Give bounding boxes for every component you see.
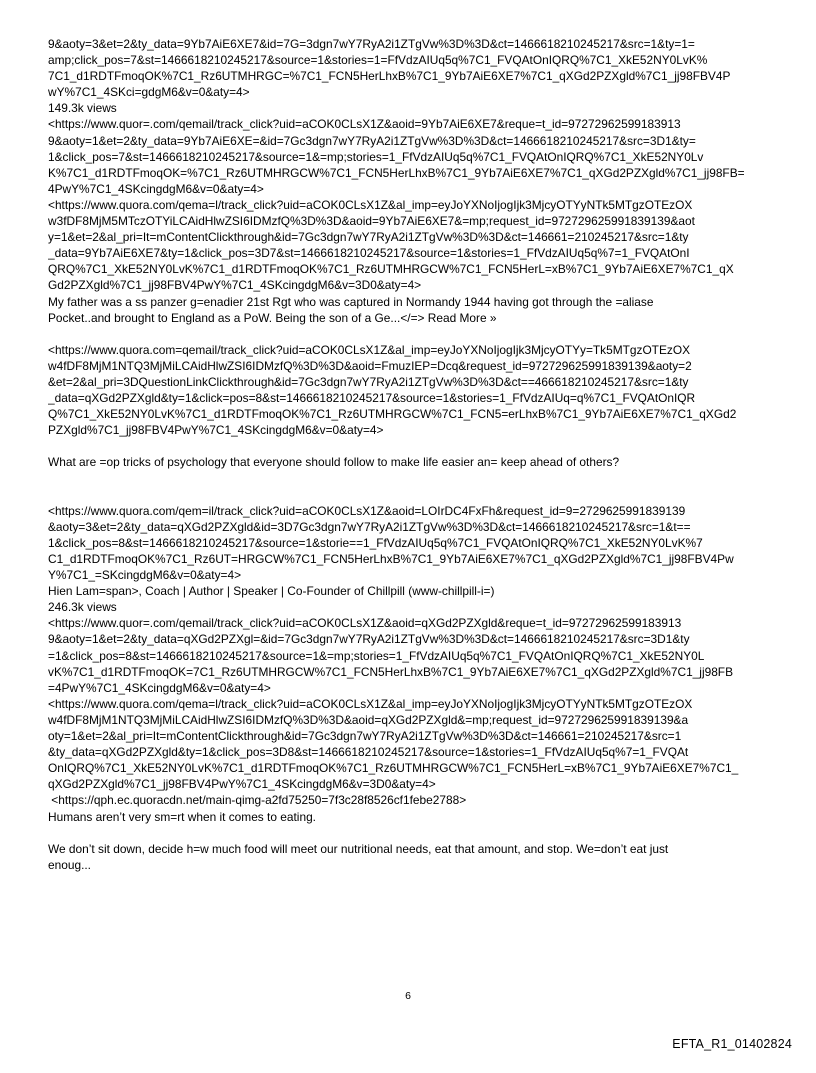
text-line: Hien Lam=span>, Coach | Author | Speaker | Co-Founder of Chillpill (www-chillpill-i=) — [48, 584, 495, 599]
text-line: oty=1&et=2&al_pri=It=mContentClickthrough&id=7Gc3dgn7wY7RyA2i1ZTgVw%3D%3D&ct=146661=210245217&src=1 — [48, 729, 682, 744]
email-body-text — [48, 36, 778, 873]
text-line: What are =op tricks of psychology that everyone should follow to make life easier an= keep ahead of others? — [48, 455, 620, 470]
blank-line — [48, 326, 778, 342]
text-line: qXGd2PZXgld%7C1_jj98FBV4PwY%7C1_4SKcingdgM6&v=3D0&aty=4> — [48, 777, 436, 792]
text-line: OnIQRQ%7C1_XkE52NY0LvK%7C1_d1RDTFmoqOK%7C1_Rz6UTMHRGCW%7C1_FCN5HerL=xB%7C1_9Yb7AiE6XE7%7C1_ — [48, 761, 739, 776]
text-line: wY%7C1_4SKci=gdgM6&v=0&aty=4> — [48, 85, 250, 100]
text-line: Pocket..and brought to England as a PoW. Being the son of a Ge...</=> Read More » — [48, 310, 497, 325]
text-line: 149.3k views — [48, 101, 117, 116]
text-line: <https://www.quora.com/qema=l/track_click?uid=aCOK0CLsX1Z&al_imp=eyJoYXNoIjogIjk3MjcyOTYyNTk5MTgzOTEzOX — [48, 197, 693, 212]
text-line: <https://www.quor=.com/qemail/track_click?uid=aCOK0CLsX1Z&aoid=9Yb7AiE6XE7&reque=t_id=97272962599183913 — [48, 117, 681, 132]
text-line: C1_d1RDTFmoqOK%7C1_Rz6UT=HRGCW%7C1_FCN5HerLhxB%7C1_9Yb7AiE6XE7%7C1_qXGd2PZXgld%7C1_jj98FBV4Pw — [48, 552, 734, 566]
text-line: amp;click_pos=7&st=1466618210245217&source=1&stories=1=FfVdzAIUq5q%7C1_FVQAtOnIQRQ%7C1_XkE52NY0LvK% — [48, 53, 708, 68]
text-line: w4fDF8MjM1NTQ3MjMiLCAidHlwZSI6IDMzfQ%3D%3D&aoid=qXGd2PZXgld&=mp;request_id=972729625991839139&a — [48, 712, 689, 727]
text-line: <https://www.quora.com/qema=l/track_click?uid=aCOK0CLsX1Z&al_imp=eyJoYXNoIjogIjk3MjcyOTYyNTk5MTgzOTEzOX — [48, 696, 693, 711]
text-line: _data=9Yb7AiE6XE7&ty=1&click_pos=3D7&st=1466618210245217&source=1&stories=1_FfVdzAIUq5q%7=1_FVQAtOnI — [48, 246, 690, 261]
text-line: &ty_data=qXGd2PZXgld&ty=1&click_pos=3D8&st=1466618210245217&source=1&stories=1_FfVdzAIUq5q%7=1_FVQAt — [48, 745, 689, 760]
text-line: w4fDF8MjM1NTQ3MjMiLCAidHlwZSI6IDMzfQ%3D%3D&aoid=FmuzIEP=Dcq&request_id=972729625991839139&aoty=2 — [48, 358, 692, 373]
text-line: 4PwY%7C1_4SKcingdgM6&v=0&aty=4> — [48, 181, 264, 196]
text-line: w3fDF8MjM5MTczOTYiLCAidHlwZSI6IDMzfQ%3D%3D&aoid=9Yb7AiE6XE7&=mp;request_id=972729625991839139&aot — [48, 214, 695, 229]
text-line: <https://www.quora.com/qem=il/track_click?uid=aCOK0CLsX1Z&aoid=LOIrDC4FxFh&request_id=9=2729625991839139 — [48, 503, 686, 518]
blank-line — [48, 825, 778, 841]
text-line: PZXgld%7C1_jj98FBV4PwY%7C1_4SKcingdgM6&v=0&aty=4> — [48, 423, 384, 438]
text-line: We don’t sit down, decide h=w much food will meet our nutritional needs, eat that amount, and stop. We=don’t eat just — [48, 841, 669, 856]
text-line: 9&aoty=3&et=2&ty_data=9Yb7AiE6XE7&id=7G=3dgn7wY7RyA2i1ZTgVw%3D%3D&ct=1466618210245217&src=1&ty=1= — [48, 37, 695, 51]
text-line: =1&click_pos=8&st=1466618210245217&source=1&=mp;stories=1_FfVdzAIUq5q%7C1_FVQAtOnIQRQ%7C1_XkE52NY0L — [48, 648, 705, 663]
text-line: &aoty=3&et=2&ty_data=qXGd2PZXgld&id=3D7Gc3dgn7wY7RyA2i1ZTgVw%3D%3D&ct=1466618210245217&src=1&t== — [48, 519, 691, 534]
text-line: 1&click_pos=7&st=1466618210245217&source=1&=mp;stories=1_FfVdzAIUq5q%7C1_FVQAtOnIQRQ%7C1_XkE52NY0Lv — [48, 149, 704, 164]
blank-line — [48, 487, 778, 503]
blank-line — [48, 471, 778, 487]
document-id-footer: EFTA_R1_01402824 — [672, 1037, 792, 1051]
text-line: 9&aoty=1&et=2&ty_data=9Yb7AiE6XE=&id=7Gc3dgn7wY7RyA2i1ZTgVw%3D%3D&ct=1466618210245217&src=3D1&ty= — [48, 133, 696, 148]
text-line: <https://www.quor=.com/qemail/track_click?uid=aCOK0CLsX1Z&aoid=qXGd2PZXgld&reque=t_id=97272962599183913 — [48, 616, 682, 631]
page-number: 6 — [405, 990, 411, 1002]
text-line: <https://qph.ec.quoracdn.net/main-qimg-a2fd75250=7f3c28f8526cf1febe2788> — [48, 793, 467, 808]
text-line: K%7C1_d1RDTFmoqOK=%7C1_Rz6UTMHRGCW%7C1_FCN5HerLhxB%7C1_9Yb7AiE6XE7%7C1_qXGd2PZXgld%7C1_jj98FB= — [48, 165, 745, 180]
text-line: enoug... — [48, 857, 91, 872]
text-line: QRQ%7C1_XkE52NY0LvK%7C1_d1RDTFmoqOK%7C1_Rz6UTMHRGCW%7C1_FCN5HerL=xB%7C1_9Yb7AiE6XE7%7C1_qX — [48, 262, 734, 277]
text-line: Gd2PZXgld%7C1_jj98FBV4PwY%7C1_4SKcingdgM6&v=3D0&aty=4> — [48, 278, 422, 293]
text-line: 9&aoty=1&et=2&ty_data=qXGd2PZXgl=&id=7Gc3dgn7wY7RyA2i1ZTgVw%3D%3D&ct=1466618210245217&src=3D1&ty — [48, 632, 690, 647]
text-line: 246.3k views — [48, 600, 117, 615]
text-line: _data=qXGd2PZXgld&ty=1&click=pos=8&st=1466618210245217&source=1&stories=1_FfVdzAIUq=q%7C1_FVQAtOnIQR — [48, 391, 696, 406]
text-line: vK%7C1_d1RDTFmoqOK=7C1_Rz6UTMHRGCW%7C1_FCN5HerLhxB%7C1_9Yb7AiE6XE7%7C1_qXGd2PZXgld%7C1_jj98FB — [48, 664, 734, 679]
blank-line — [48, 438, 778, 454]
text-line: <https://www.quora.com=qemail/track_click?uid=aCOK0CLsX1Z&al_imp=eyJoYXNoIjogIjk3MjcyOTYy=Tk5MTgzOTEzOX — [48, 342, 691, 357]
text-line: 7C1_d1RDTFmoqOK%7C1_Rz6UTMHRGC=%7C1_FCN5HerLhxB%7C1_9Yb7AiE6XE7%7C1_qXGd2PZXgld%7C1_jj98FBV4P — [48, 69, 731, 84]
text-line: Q%7C1_XkE52NY0LvK%7C1_d1RDTFmoqOK%7C1_Rz6UTMHRGCW%7C1_FCN5=erLhxB%7C1_9Yb7AiE6XE7%7C1_qXGd2 — [48, 407, 737, 422]
text-line: Y%7C1_=SKcingdgM6&v=0&aty=4> — [48, 568, 242, 583]
text-line: y=1&et=2&al_pri=It=mContentClickthrough&id=7Gc3dgn7wY7RyA2i1ZTgVw%3D%3D&ct=146661=210245217&src=1&ty — [48, 230, 689, 245]
text-line: 1&click_pos=8&st=1466618210245217&source=1&storie==1_FfVdzAIUq5q%7C1_FVQAtOnIQRQ%7C1_XkE52NY0LvK%7 — [48, 535, 703, 550]
text-line: My father was a ss panzer g=enadier 21st Rgt who was captured in Normandy 1944 having got through the =aliase — [48, 294, 654, 309]
text-line: =4PwY%7C1_4SKcingdgM6&v=0&aty=4> — [48, 680, 271, 695]
text-line: Humans aren’t very sm=rt when it comes to eating. — [48, 809, 316, 824]
text-line: &et=2&al_pri=3DQuestionLinkClickthrough&id=7Gc3dgn7wY7RyA2i1ZTgVw%3D%3D&ct==466618210245217&src=1&ty — [48, 374, 689, 389]
